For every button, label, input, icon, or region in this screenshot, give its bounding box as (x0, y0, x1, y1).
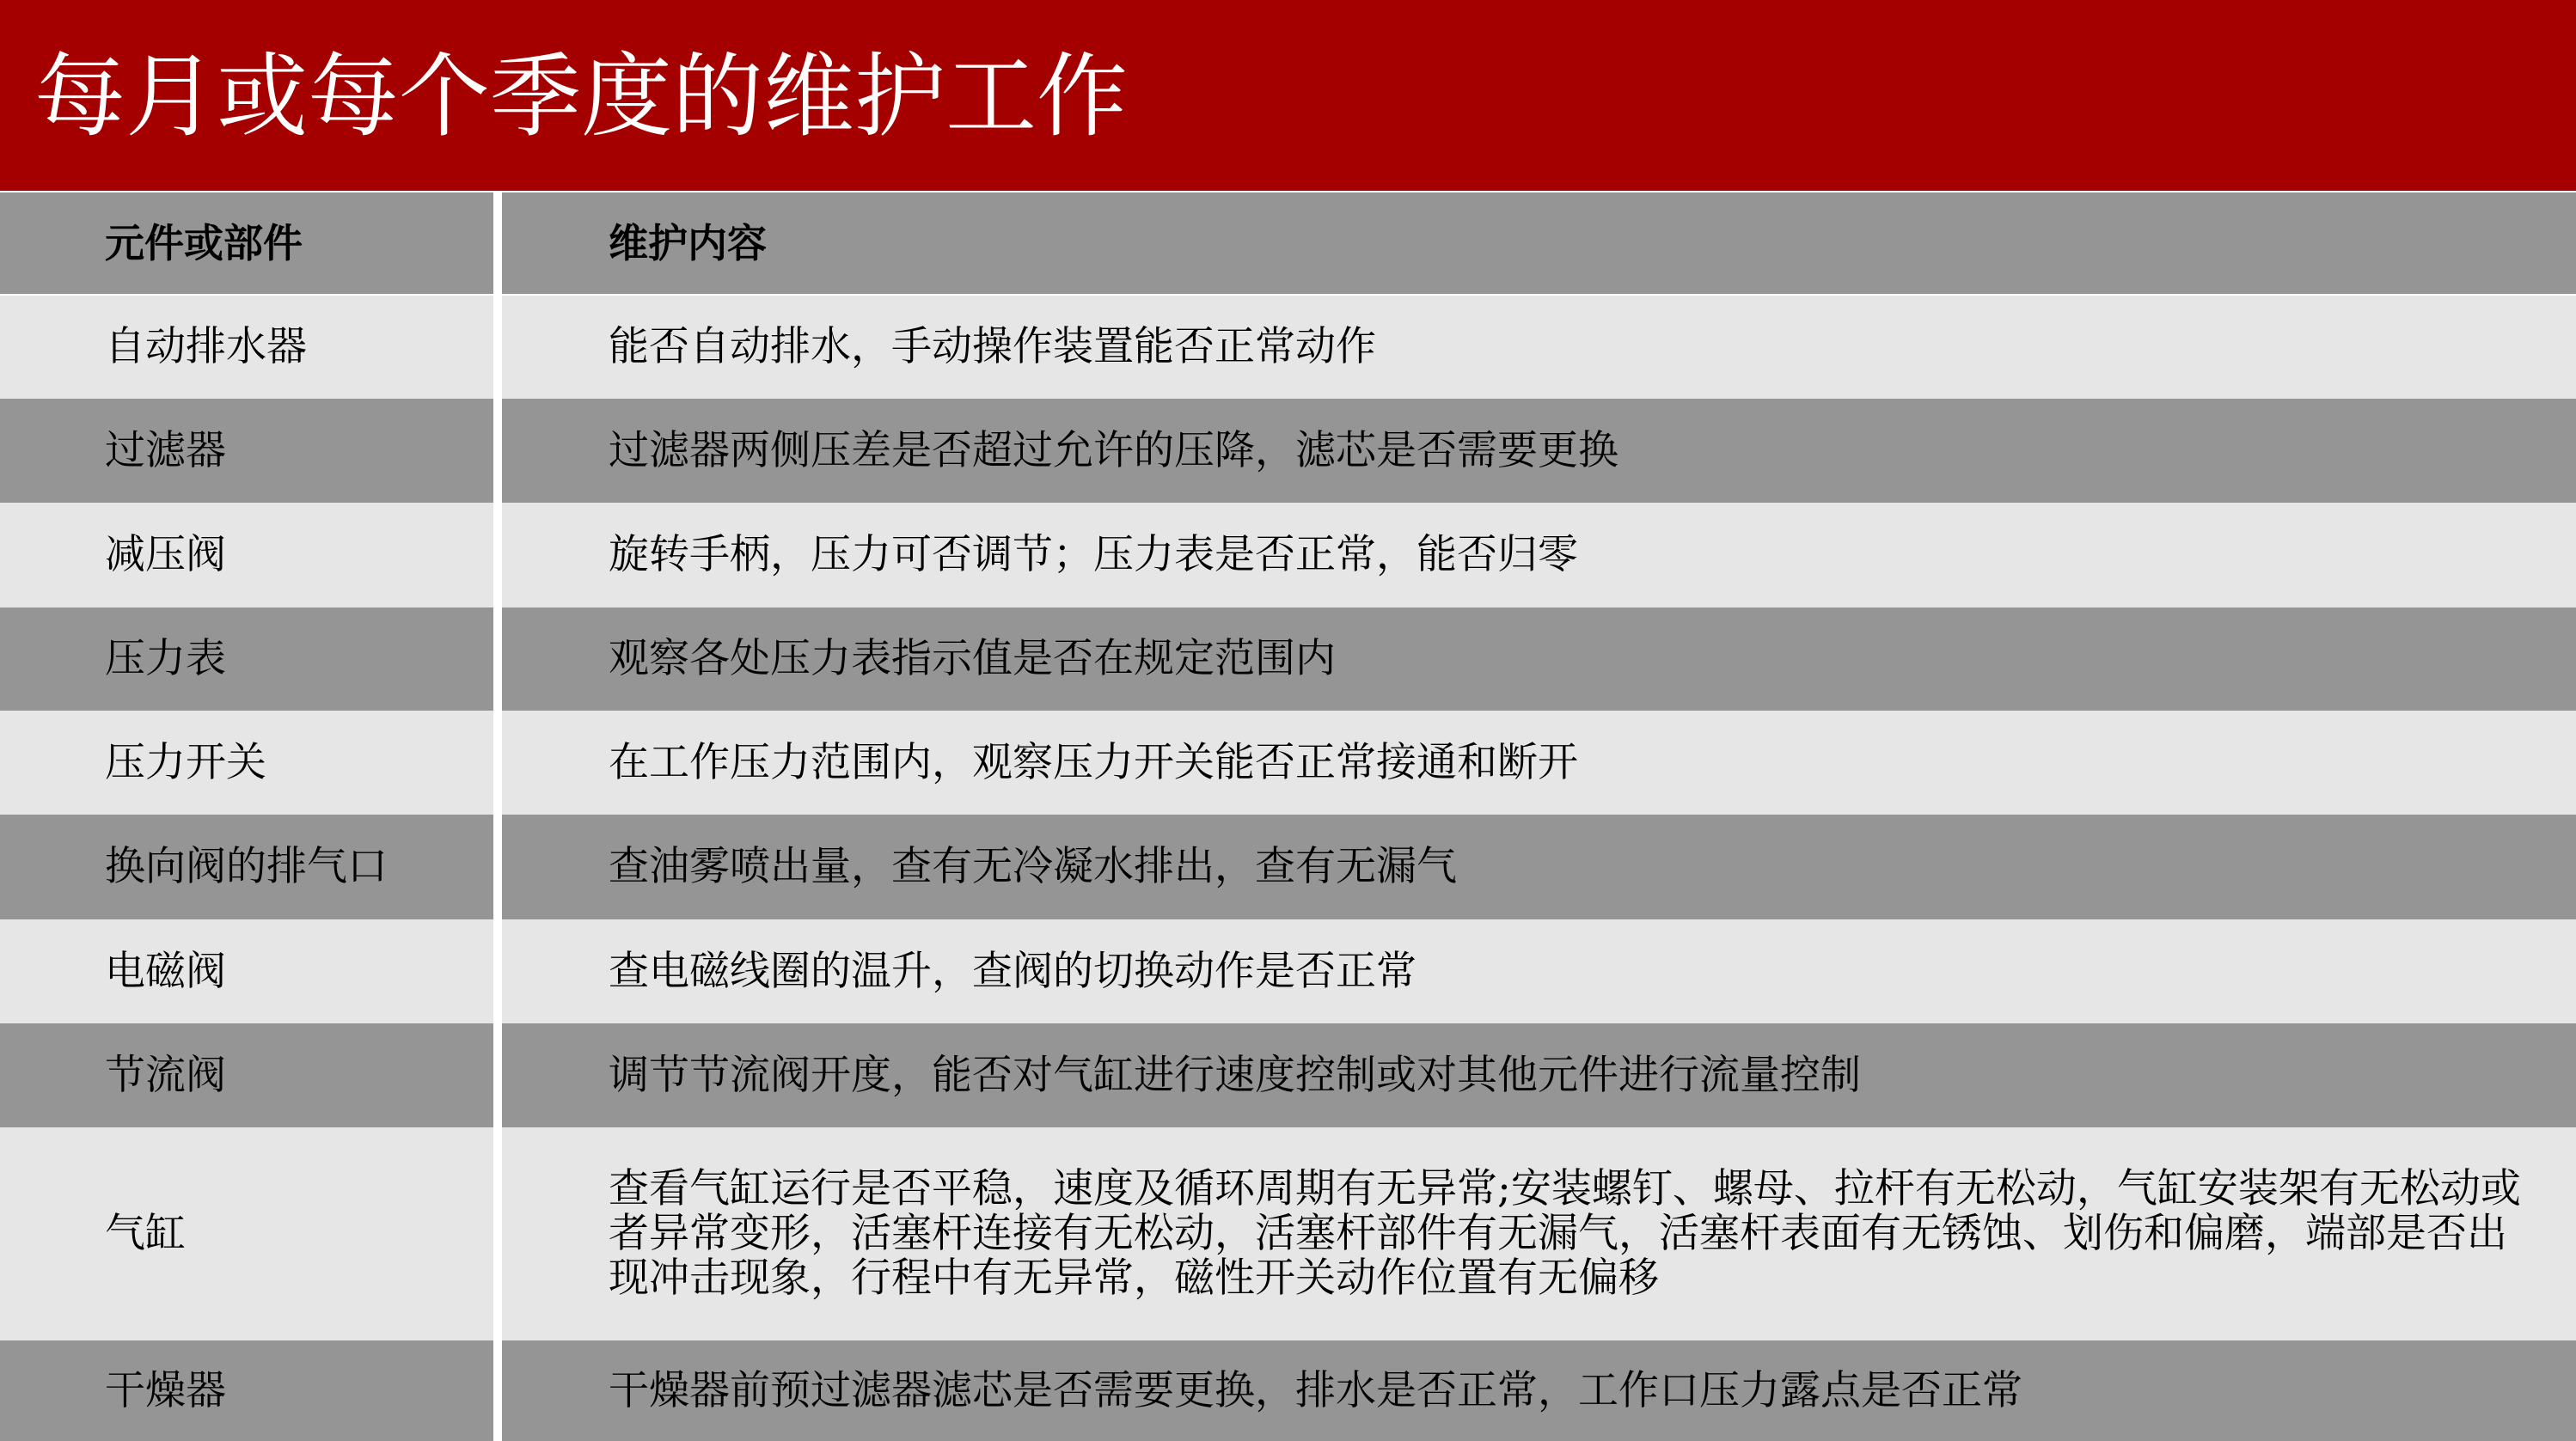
component-cell: 气缸 (0, 1127, 493, 1340)
component-cell: 干燥器 (0, 1340, 493, 1441)
maintenance-cell: 查电磁线圈的温升，查阀的切换动作是否正常 (502, 919, 2576, 1023)
page-title: 每月或每个季度的维护工作 (34, 44, 1128, 150)
maintenance-cell: 过滤器两侧压差是否超过允许的压降，滤芯是否需要更换 (502, 399, 2576, 503)
maintenance-cell: 查油雾喷出量，查有无冷凝水排出，查有无漏气 (502, 815, 2576, 919)
maintenance-cell: 查看气缸运行是否平稳，速度及循环周期有无异常;安装螺钉、螺母、拉杆有无松动，气缸安装架有无松动或者异常变形，活塞杆连接有无松动，活塞杆部件有无漏气，活塞杆表面有无锈蚀、划伤和偏磨，端部是否出现冲击现象，行程中有无异常，磁性开关动作位置有无偏移 (502, 1127, 2576, 1340)
maintenance-cell: 能否自动排水，手动操作装置能否正常动作 (502, 296, 2576, 399)
maintenance-cell: 旋转手柄，压力可否调节；压力表是否正常，能否归零 (502, 503, 2576, 608)
maintenance-cell: 干燥器前预过滤器滤芯是否需要更换，排水是否正常，工作口压力露点是否正常 (502, 1340, 2576, 1441)
component-cell: 节流阀 (0, 1023, 493, 1127)
component-cell: 过滤器 (0, 399, 493, 503)
maintenance-cell: 观察各处压力表指示值是否在规定范围内 (502, 608, 2576, 711)
component-cell: 电磁阀 (0, 919, 493, 1023)
component-cell: 压力开关 (0, 711, 493, 815)
component-cell: 减压阀 (0, 503, 493, 608)
component-cell: 压力表 (0, 608, 493, 711)
maintenance-cell: 在工作压力范围内，观察压力开关能否正常接通和断开 (502, 711, 2576, 815)
header-component: 元件或部件 (0, 192, 493, 294)
component-cell: 自动排水器 (0, 296, 493, 399)
component-cell: 换向阀的排气口 (0, 815, 493, 919)
maintenance-cell: 调节节流阀开度，能否对气缸进行速度控制或对其他元件进行流量控制 (502, 1023, 2576, 1127)
title-bar (0, 0, 2576, 191)
header-maintenance: 维护内容 (502, 192, 2576, 294)
